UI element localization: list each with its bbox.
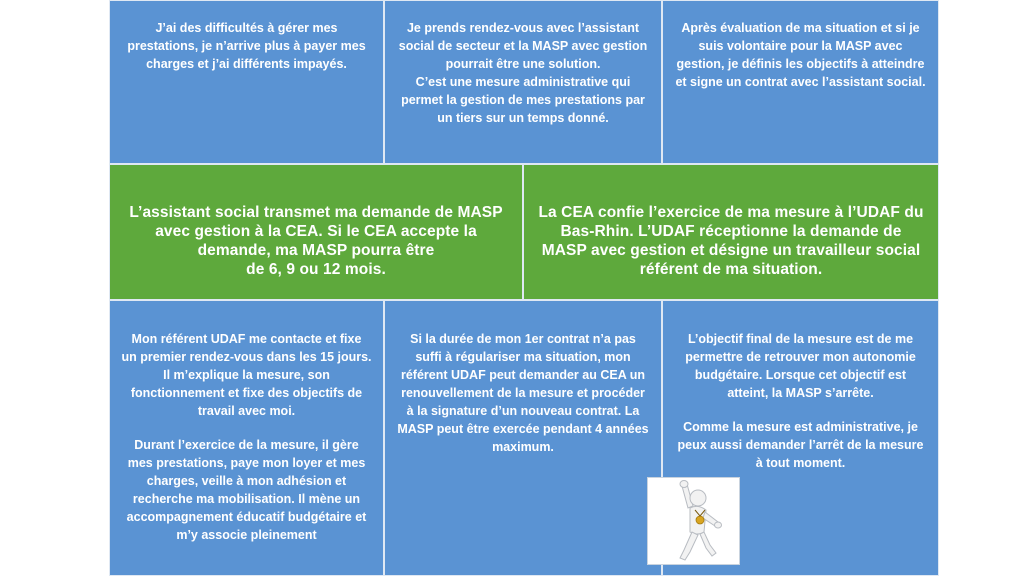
text-line: Si la durée de mon 1er contrat n’a pas (410, 332, 636, 346)
step-renewal (384, 300, 662, 576)
step-transmission-cea (109, 164, 523, 300)
text-line: charges et j’ai différents impayés. (146, 57, 347, 71)
text-line: mes prestations, paye mon loyer et mes (127, 456, 366, 470)
text-line: avec gestion à la CEA. Si le CEA accepte la (155, 223, 477, 240)
text-line: C’est une mesure administrative qui (415, 75, 631, 89)
text-line: Comme la mesure est administrative, je (683, 420, 918, 434)
text-line: MASP peut être exercée pendant 4 années (397, 422, 649, 436)
text-line: maximum. (492, 440, 554, 454)
text-line: suffi à régulariser ma situation, mon (415, 350, 631, 364)
text-line: suis volontaire pour la MASP avec (698, 39, 903, 53)
text-line: L’assistant social transmet ma demande de MASP (129, 204, 503, 221)
step-referent-contact (109, 300, 384, 576)
step-evaluation-contract (662, 0, 939, 164)
text-line: pourrait être une solution. (445, 57, 601, 71)
text-line: gestion, je définis les objectifs à atteindre (676, 57, 925, 71)
text-line: budgétaire. Lorsque cet objectif est (694, 368, 907, 382)
paragraph-gap (118, 420, 375, 436)
text-line: renouvellement de la mesure et procéder (401, 386, 645, 400)
text-line: Bas-Rhin. L’UDAF réceptionne la demande de (560, 223, 902, 240)
text-line: permet la gestion de mes prestations par (401, 93, 645, 107)
step-udaf-assignment (523, 164, 939, 300)
text-line: fonctionnement et fixe des objectifs de (130, 386, 363, 400)
text-line: prestations, je n’arrive plus à payer mes (127, 39, 366, 53)
text-line: à tout moment. (755, 456, 846, 470)
celebrating-figure-icon (647, 477, 740, 565)
text-line: permettre de retrouver mon autonomie (685, 350, 916, 364)
text-line: Il m’explique la mesure, son (163, 368, 330, 382)
process-grid (109, 0, 939, 576)
text-line: m’y associe pleinement (176, 528, 317, 542)
text-line: de 6, 9 ou 12 mois. (246, 261, 386, 278)
text-line: recherche ma mobilisation. Il mène un (132, 492, 361, 506)
text-line: référent UDAF peut demander au CEA un (400, 368, 645, 382)
paragraph-gap (671, 402, 930, 418)
text-line: peux aussi demander l’arrêt de la mesure (677, 438, 924, 452)
text-line: un premier rendez-vous dans les 15 jours. (121, 350, 372, 364)
text-line: demande, ma MASP pourra être (197, 242, 435, 259)
step-difficulties (109, 0, 384, 164)
text-line: social de secteur et la MASP avec gestion (398, 39, 648, 53)
text-line: référent de ma situation. (639, 261, 823, 278)
text-line: un tiers sur un temps donné. (437, 111, 609, 125)
text-line: à la signature d’un nouveau contrat. La (406, 404, 640, 418)
text-line: accompagnement éducatif budgétaire et (126, 510, 367, 524)
text-line: charges, veille à mon adhésion et (146, 474, 347, 488)
text-line: Durant l’exercice de la mesure, il gère (134, 438, 359, 452)
text-line: Après évaluation de ma situation et si je (681, 21, 920, 35)
text-line: et signe un contrat avec l’assistant social. (675, 75, 926, 89)
text-line: L’objectif final de la mesure est de me (687, 332, 914, 346)
text-line: La CEA confie l’exercice de ma mesure à l’UDAF du (538, 204, 924, 221)
step-appointment (384, 0, 662, 164)
text-line: atteint, la MASP s’arrête. (727, 386, 874, 400)
text-line: Je prends rendez-vous avec l’assistant (406, 21, 640, 35)
text-line: travail avec moi. (197, 404, 296, 418)
text-line: Mon référent UDAF me contacte et fixe (131, 332, 362, 346)
text-line: MASP avec gestion et désigne un travailleur social (541, 242, 921, 259)
text-line: J’ai des difficultés à gérer mes (155, 21, 338, 35)
celebrating-figure-svg (648, 478, 739, 564)
